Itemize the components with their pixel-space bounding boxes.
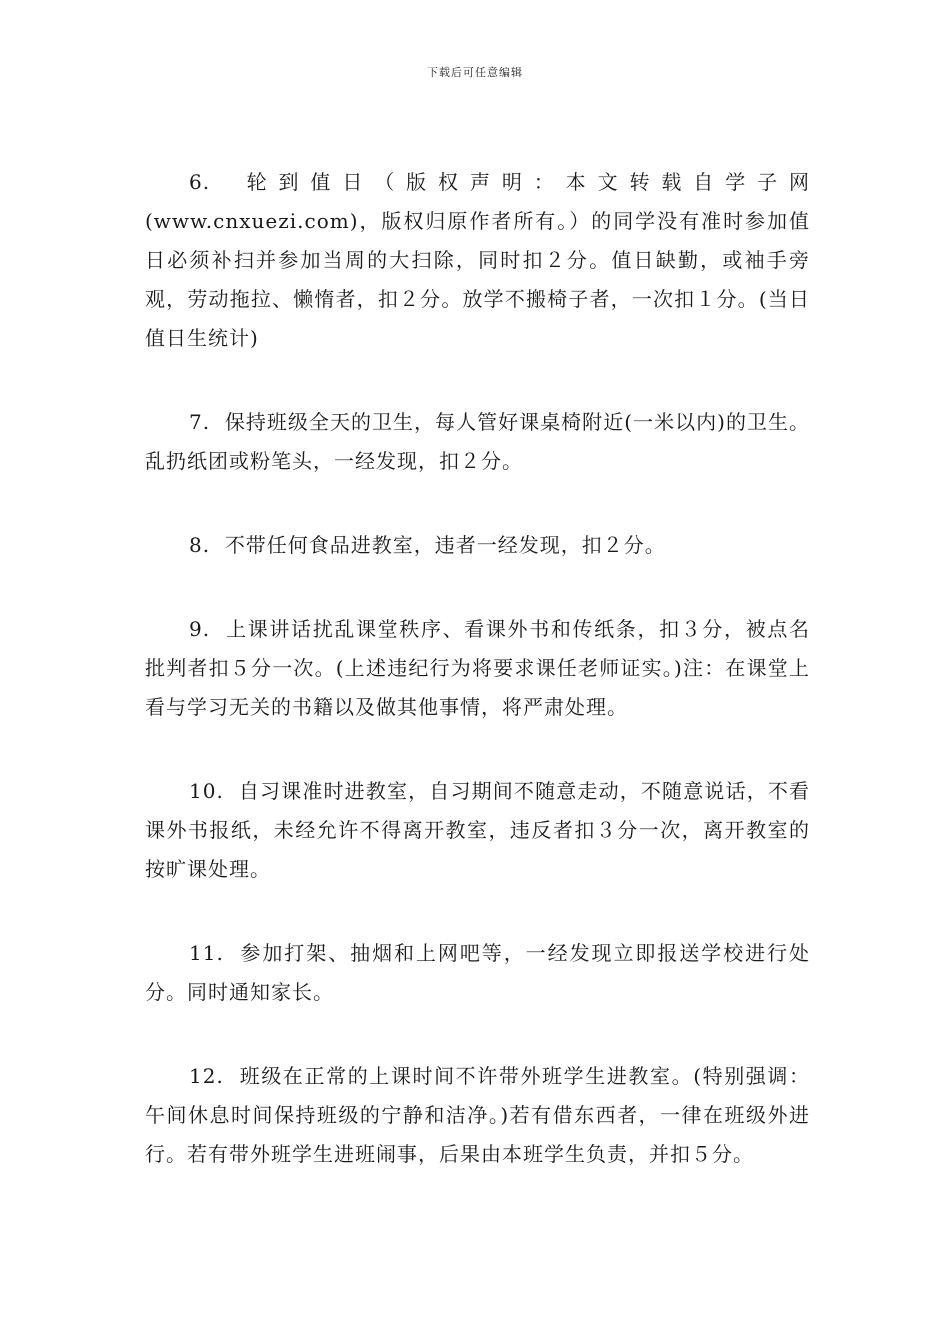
rule-text: 参加打架、抽烟和上网吧等，一经发现立即报送学校进行处分。同时通知家长。 — [145, 941, 811, 1004]
page-header: 下载后可任意编辑 — [427, 66, 523, 79]
rule-number: 10. — [189, 779, 224, 803]
rule-paragraph-6 — [145, 163, 810, 358]
rule-text: 保持班级全天的卫生，每人管好课桌椅附近(一米以内)的卫生。乱扔纸团或粉笔头，一经发现，扣２分。 — [145, 410, 811, 473]
document-body — [145, 163, 810, 1219]
rule-number: 6. — [189, 170, 211, 194]
rule-paragraph-12 — [145, 1057, 810, 1174]
rule-text: 轮到值日（版权声明：本文转载自学子网(www.cnxuezi.com)，版权归原作者所有。）的同学没有准时参加值日必须补扫并参加当周的大扫除，同时扣２分。值日缺勤，或袖手旁观，劳动拖拉、懒惰者，扣２分。放学不搬椅子者，一次扣１分。(当日值日生统计) — [145, 170, 811, 350]
rule-paragraph-11 — [145, 934, 810, 1012]
rule-number: 11. — [189, 941, 224, 965]
rule-paragraph-9 — [145, 610, 810, 727]
rule-number: 12. — [189, 1064, 224, 1088]
rule-text: 不带任何食品进教室，违者一经发现，扣２分。 — [224, 533, 666, 557]
rule-text: 自习课准时进教室，自习期间不随意走动，不随意说话，不看课外书报纸，未经允许不得离开教室，违反者扣３分一次，离开教室的按旷课处理。 — [145, 779, 811, 881]
rule-paragraph-8 — [145, 526, 810, 565]
rule-number: 9. — [189, 617, 211, 641]
rule-text: 上课讲话扰乱课堂秩序、看课外书和传纸条，扣３分，被点名批判者扣５分一次。(上述违纪行为将要求课任老师证实。)注：在课堂上看与学习无关的书籍以及做其他事情，将严肃处理。 — [145, 617, 810, 719]
rule-number: 7. — [189, 410, 211, 434]
rule-text: 班级在正常的上课时间不许带外班学生进教室。(特别强调：午间休息时间保持班级的宁静和洁净。)若有借东西者，一律在班级外进行。若有带外班学生进班闹事，后果由本班学生负责，并扣５分。 — [145, 1064, 810, 1166]
rule-paragraph-10 — [145, 772, 810, 889]
rule-number: 8. — [189, 533, 211, 557]
rule-paragraph-7 — [145, 403, 810, 481]
